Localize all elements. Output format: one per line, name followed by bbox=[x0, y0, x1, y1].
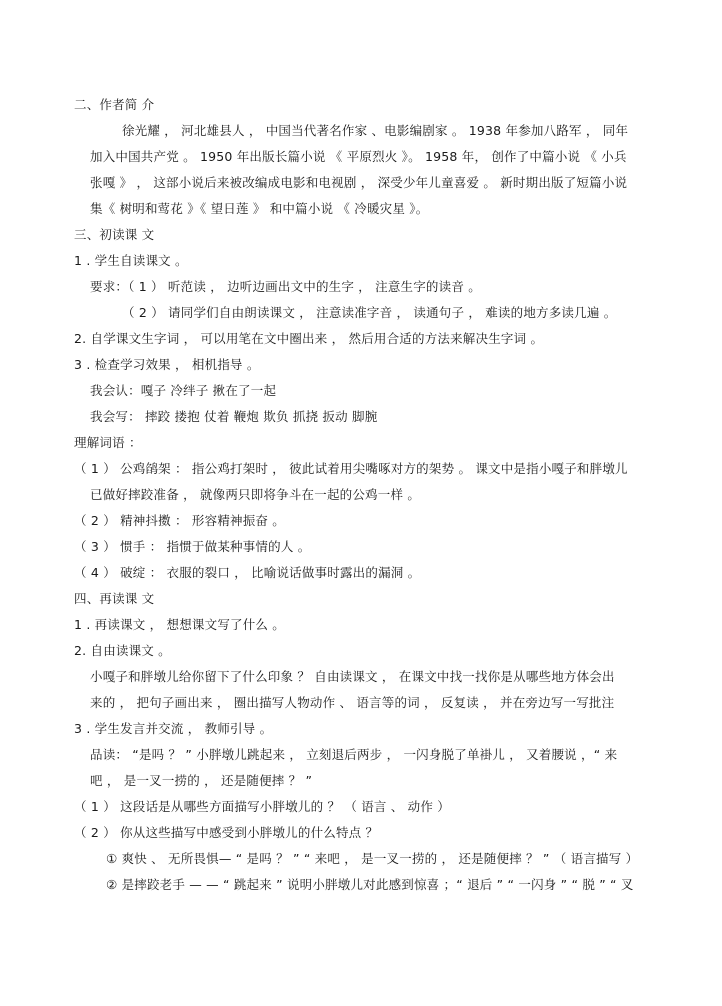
author-paragraph-line-1: 徐光耀 ， 河北雄县人 ， 中国当代著名作家 、电影编剧家 。 1938 年参加八路军 ， 同年 bbox=[122, 123, 629, 138]
section-heading-author: 二、作者简 介 bbox=[74, 97, 155, 112]
section-heading-first-read: 三、初读课 文 bbox=[74, 227, 155, 242]
list-item-discussion: 3 . 学生发言并交流 ， 教师引导 。 bbox=[74, 721, 273, 736]
answer-2: ② 是摔跤老手 — — “ 跳起来 ” 说明小胖墩儿对此感到惊喜 ；“ 退后 ” “ 一闪身 ” “ 脱 ” “ 叉 bbox=[106, 877, 634, 892]
author-paragraph-line-3: 张嘎 》 ， 这部小说后来被改编成电影和电视剧 ， 深受少年儿童喜爱 。 新时期出版了短篇小说 bbox=[90, 175, 628, 190]
vocab-item-1-line-2: 已做好摔跤准备 ， 就像两只即将争斗在一起的公鸡一样 。 bbox=[90, 487, 421, 502]
question-2: （ 2 ） 你从这些描写中感受到小胖墩儿的什么特点 ？ bbox=[74, 825, 379, 840]
vocab-item-4: （ 4 ） 破绽 ： 衣服的裂口 ， 比喻说话做事时露出的漏洞 。 bbox=[74, 565, 421, 580]
write-words: 我会写： 摔跤 搂抱 仗着 鞭炮 欺负 抓挠 扳动 脚腕 bbox=[90, 409, 378, 424]
close-reading-line-2: 吧 ， 是一叉一捞的 ， 还是随便摔 ？ ” bbox=[90, 773, 313, 788]
question-1: （ 1 ） 这段话是从哪些方面描写小胖墩儿的 ？ （ 语言 、 动作 ） bbox=[74, 799, 450, 814]
author-paragraph-line-2: 加入中国共产党 。 1950 年出版长篇小说 《 平原烈火 》。 1958 年， 创作了中篇小说 《 小兵 bbox=[90, 149, 627, 164]
answer-1: ① 爽快 、 无所畏惧— “ 是吗 ？ ” “ 来吧 ， 是一叉一捞的 ， 还是随便摔 ？ ” （ 语言描写 ） bbox=[106, 851, 639, 866]
vocab-item-2: （ 2 ） 精神抖擞 ： 形容精神振奋 。 bbox=[74, 513, 285, 528]
vocab-item-3: （ 3 ） 惯手 ： 指惯于做某种事情的人 。 bbox=[74, 539, 311, 554]
list-item-vocab-study: 2. 自学课文生字词 ， 可以用笔在文中圈出来 ， 然后用合适的方法来解决生字词 。 bbox=[74, 331, 544, 346]
author-paragraph-line-4: 集《 树明和莺花 》《 望日莲 》 和中篇小说 《 冷暖灾星 》。 bbox=[90, 201, 429, 216]
close-reading-line-1: 品读： “是吗 ？ ” 小胖墩儿跳起来 ， 立刻退后两步 ， 一闪身脱了单褂儿 ， 又着腰说 ，“ 来 bbox=[90, 747, 618, 762]
list-item-check: 3 . 检查学习效果 ， 相机指导 。 bbox=[74, 357, 260, 372]
list-item-free-read: 2. 自由读课文 。 bbox=[74, 643, 171, 658]
requirement-2: （ 2 ） 请同学们自由朗读课文 ， 注意读准字音 ， 读通句子 ， 难读的地方多读几遍 。 bbox=[122, 305, 617, 320]
impression-line-1: 小嘎子和胖墩儿给你留下了什么印象 ？ 自由读课文 ， 在课文中找一找你是从哪些地方体会出 bbox=[90, 669, 615, 684]
impression-line-2: 来的 ， 把句子画出来 ， 圈出描写人物动作 、 语言等的词 ， 反复读 ， 并在旁边写一写批注 bbox=[90, 695, 615, 710]
recognize-words: 我会认：嘎子 冷绊子 揪在了一起 bbox=[90, 383, 277, 398]
vocab-heading: 理解词语 ： bbox=[74, 435, 142, 450]
list-item-reread: 1 . 再读课文 ， 想想课文写了什么 。 bbox=[74, 617, 285, 632]
requirement-1: 要求：（ 1 ） 听范读 ， 边听边画出文中的生字 ， 注意生字的读音 。 bbox=[90, 279, 481, 294]
vocab-item-1-line-1: （ 1 ） 公鸡鹐架 ： 指公鸡打架时 ， 彼此试着用尖嘴啄对方的架势 。 课文中是指小嘎子和胖墩儿 bbox=[74, 461, 628, 476]
list-item-self-read: 1 . 学生自读课文 。 bbox=[74, 253, 188, 268]
section-heading-reread: 四、再读课 文 bbox=[74, 591, 155, 606]
